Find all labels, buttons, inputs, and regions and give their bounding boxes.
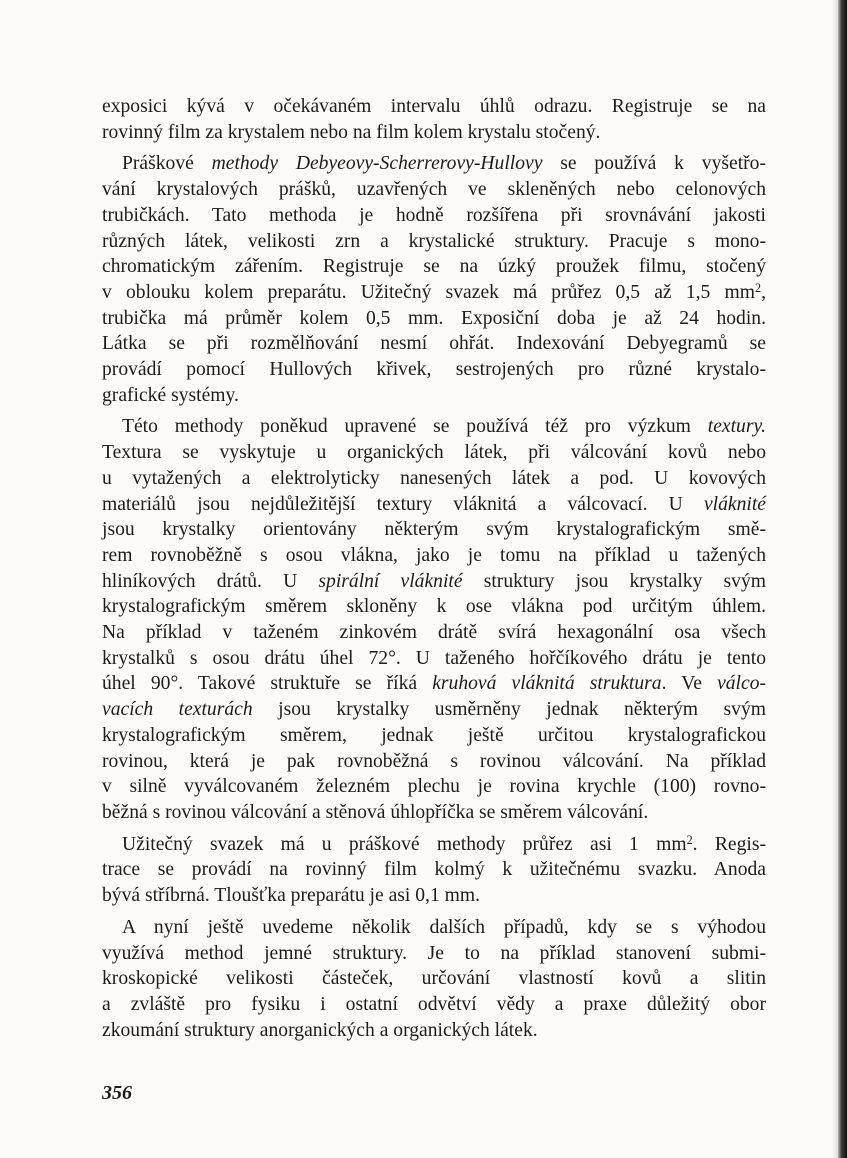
text-line: využívá method jemné struktury. Je to na příklad stanovení submi- (102, 942, 766, 964)
term-circular-fibrous: kruhová vláknitá struktura (432, 673, 662, 695)
text-line: v oblouku kolem preparátu. Užitečný svazek má průřez 0,5 až 1,5 $mm^2$, (102, 280, 766, 303)
text-line: trubička má průměr kolem 0,5 mm. Exposiční doba je až 24 hodin. (102, 307, 766, 329)
text-line: rem rovnoběžně s osou vlákna, jako je tomu na příklad u tažených (102, 544, 766, 566)
page-edge (838, 0, 847, 1158)
text-line: krystalografickým směrem skloněny k ose vlákna pod určitým úhlem. (102, 596, 766, 618)
text-line: rovinný film za krystalem nebo na film kolem krystalu stočený. (102, 121, 601, 143)
text-line: a zvláště pro fysiku i ostatní odvětví vědy a praxe důležitý obor (102, 993, 766, 1015)
text-line: krystalků s osou drátu úhel 72°. U taženého hořčíkového drátu je tento (102, 647, 766, 669)
text-line: Látka se při rozmělňování nesmí ohřát. Indexování Debyegramů se (102, 333, 766, 355)
text-line: kroskopické velikosti částeček, určování vlastností kovů a slitin (102, 968, 766, 990)
text-line: Textura se vyskytuje u organických látek, při válcování kovů nebo (102, 442, 766, 464)
text-line: krystalografickým směrem, jednak ještě určitou krystalografickou (102, 724, 766, 746)
page-number: 356 (102, 1082, 132, 1104)
text-line: provádí pomocí Hullových křivek, sestrojených pro různé krystalo- (102, 359, 766, 381)
text-line: vacích texturách jsou krystalky usměrněny jednak některým svým (102, 699, 766, 721)
term-rolling-textures: vacích texturách (102, 699, 253, 721)
text-line: A nyní ještě uvedeme několik dalších případů, kdy se s výhodou (122, 916, 766, 938)
text-line: úhel 90°. Takové struktuře se říká kruhová vláknitá struktura. Ve válco- (102, 673, 767, 695)
text-line: zkoumání struktury anorganických a organických látek. (102, 1019, 538, 1041)
text-line: grafické systémy. (102, 384, 239, 406)
paragraph-5 (102, 915, 766, 1044)
text-line: jsou krystalky orientovány některým svým krystalografickým smě- (102, 519, 766, 541)
text-line: exposici kývá v očekávaném intervalu úhlů odrazu. Registruje se na (102, 96, 766, 117)
text-line: různých látek, velikosti zrn a krystalické struktury. Pracuje s mono- (102, 230, 766, 252)
text-line: trace se provádí na rovinný film kolmý k užitečnému svazku. Anoda (102, 859, 766, 881)
text-line: materiálů jsou nejdůležitější textury vláknitá a válcovací. U vláknité (102, 493, 766, 515)
term-fibrous: vláknité (703, 493, 766, 515)
text-line: bývá stříbrná. Tloušťka preparátu je asi 0,1 mm. (102, 885, 481, 907)
method-name: methody Debyeovy-Scherrerovy-Hullovy (211, 153, 543, 175)
body-text (102, 94, 766, 1043)
text-line: hliníkových drátů. U spirální vláknité struktury jsou krystalky svým (102, 570, 767, 592)
paragraph-1 (102, 94, 766, 145)
term-spiral-fibrous: spirální vláknité (318, 570, 463, 592)
text-line: trubičkách. Tato methoda je hodně rozšířena při srovnávání jakosti (102, 204, 766, 226)
paragraph-4 (102, 832, 766, 909)
text-line: vání krystalových prášků, uzavřených ve skleněných nebo celonových (102, 179, 766, 201)
text-line: Užitečný svazek má u práškové methody průřez asi 1 $mm^2$. Regis- (122, 832, 766, 855)
text-line: u vytažených a elektrolyticky nanesených látek a pod. U kovových (102, 467, 766, 489)
text-line: Této methody poněkud upravené se používá též pro výzkum textury. (122, 416, 766, 438)
text-line: Práškové methody Debyeovy-Scherrerovy-Hullovy se používá k vyšetřo- (122, 153, 766, 175)
paragraph-2 (102, 151, 766, 408)
term-texture: textury. (707, 416, 766, 438)
text-line: chromatickým zářením. Registruje se na úzký proužek filmu, stočený (102, 256, 766, 278)
text-line: rovinou, která je pak rovnoběžná s rovinou válcování. Na příklad (102, 750, 766, 772)
text-line: Na příklad v taženém zinkovém drátě svírá hexagonální osa všech (102, 622, 766, 644)
text-line: běžná s rovinou válcování a stěnová úhlopříčka se směrem válcování. (102, 801, 649, 823)
text-line: v silně vyválcovaném železném plechu je rovina krychle (100) rovno- (102, 776, 766, 798)
paragraph-3 (102, 414, 766, 825)
